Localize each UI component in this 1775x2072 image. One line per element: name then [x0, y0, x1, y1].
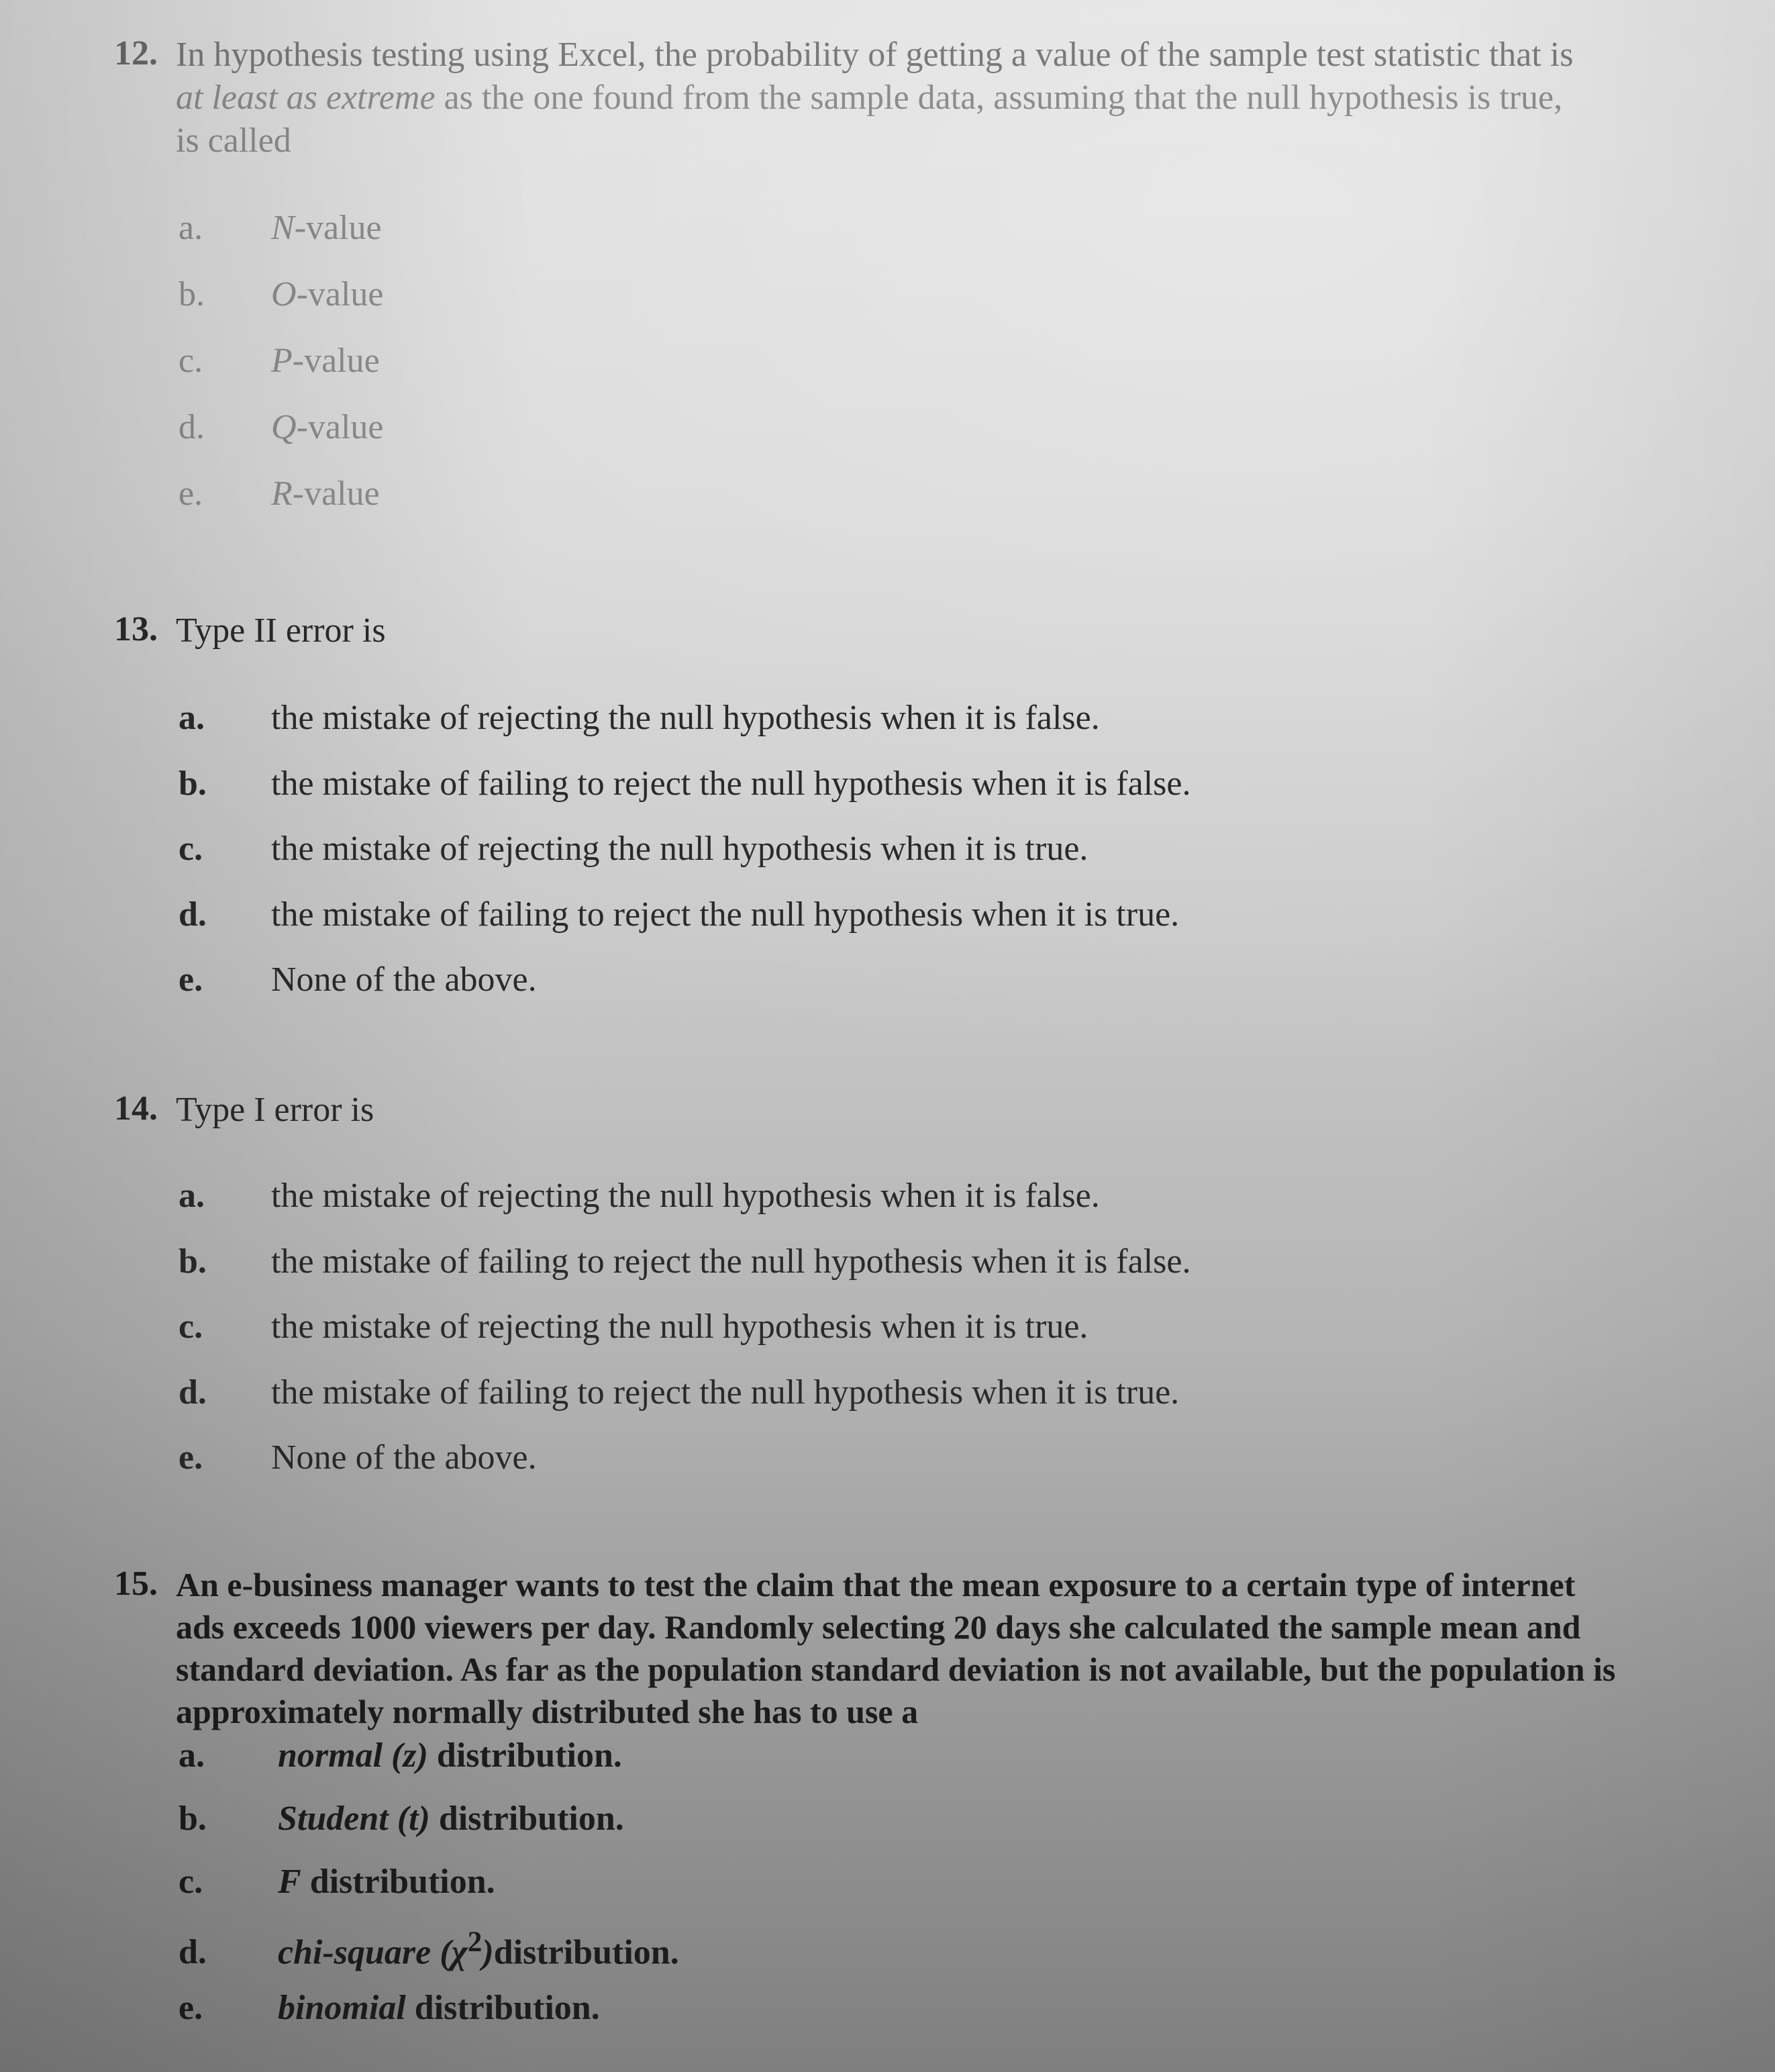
option-letter: c. — [179, 342, 203, 380]
option-letter: e. — [179, 475, 203, 513]
option-letter: b. — [179, 764, 207, 803]
stem-text: at least as extreme — [176, 79, 436, 117]
option-letter: d. — [179, 408, 205, 446]
option-text: distribution. — [427, 1736, 622, 1775]
option-emphasis: P — [271, 342, 293, 380]
option-text: the mistake of rejecting the null hypothesis when it is true. — [271, 830, 1088, 868]
option-emphasis: ) — [482, 1933, 494, 1972]
option-emphasis: R — [271, 475, 293, 513]
option-letter: e. — [179, 960, 203, 999]
answer-option-e[interactable] — [179, 1988, 600, 2028]
option-letter: d. — [179, 1933, 207, 1972]
stem-line — [176, 77, 1574, 119]
answer-option-d[interactable] — [179, 1373, 1179, 1412]
stem-text: An e-business manager wants to test the claim that the mean exposure to a certain type of internet — [176, 1566, 1576, 1604]
answer-option-b[interactable] — [179, 1799, 624, 1838]
option-text: distribution. — [405, 1989, 600, 2027]
option-text: distribution. — [301, 1863, 495, 1901]
answer-option-b[interactable] — [179, 275, 384, 314]
answer-option-e[interactable] — [179, 960, 537, 999]
option-text: -value — [294, 209, 382, 247]
answer-option-b[interactable] — [179, 764, 1190, 803]
option-text: the mistake of rejecting the null hypothesis when it is false. — [271, 1177, 1100, 1215]
stem-line — [176, 34, 1574, 77]
option-text: distribution. — [429, 1799, 624, 1838]
answer-option-d[interactable] — [179, 895, 1179, 934]
option-emphasis: Q — [271, 408, 297, 446]
option-letter: a. — [179, 699, 205, 737]
option-text: the mistake of failing to reject the null hypothesis when it is true. — [271, 895, 1180, 934]
option-superscript: 2 — [467, 1926, 483, 1958]
stem-text: as the one found from the sample data, assuming that the null hypothesis is true, — [435, 79, 1563, 117]
option-letter: e. — [179, 1989, 203, 2027]
option-emphasis: N — [271, 209, 295, 247]
question-number: 15. — [114, 1565, 158, 1603]
option-letter: e. — [179, 1438, 203, 1477]
option-emphasis: normal (z) — [278, 1736, 428, 1775]
question-number: 13. — [114, 610, 158, 648]
option-letter: d. — [179, 1373, 207, 1412]
option-emphasis: F — [278, 1863, 301, 1901]
stem-line — [176, 1606, 1615, 1648]
answer-option-d[interactable] — [179, 1925, 679, 1972]
option-text: the mistake of rejecting the null hypothesis when it is false. — [271, 699, 1100, 737]
option-letter: c. — [179, 1308, 203, 1346]
option-letter: a. — [179, 1177, 205, 1215]
stem-text: approximately normally distributed she has to use a — [176, 1693, 919, 1730]
question-stem — [176, 34, 1574, 162]
option-emphasis: chi-square (χ — [278, 1933, 468, 1972]
answer-option-a[interactable] — [179, 698, 1100, 738]
stem-line — [176, 119, 1574, 162]
option-text: the mistake of failing to reject the null hypothesis when it is true. — [271, 1373, 1180, 1412]
answer-option-c[interactable] — [179, 1862, 495, 1902]
stem-text: is called — [176, 121, 291, 160]
option-text: -value — [296, 408, 384, 446]
answer-option-c[interactable] — [179, 341, 380, 381]
option-text: None of the above. — [271, 1438, 537, 1477]
option-letter: b. — [179, 1799, 207, 1838]
answer-option-a[interactable] — [179, 1736, 622, 1775]
stem-text: ads exceeds 1000 viewers per day. Randomly selecting 20 days she calculated the sample mean and — [176, 1608, 1581, 1646]
option-text: None of the above. — [271, 960, 537, 999]
option-letter: d. — [179, 895, 207, 934]
option-letter: a. — [179, 209, 203, 247]
stem-text: Type II error is — [176, 611, 386, 650]
question-number: 14. — [114, 1089, 158, 1128]
option-letter: a. — [179, 1736, 205, 1775]
option-emphasis: O — [271, 275, 297, 313]
question-stem — [176, 1564, 1615, 1733]
answer-option-a[interactable] — [179, 1176, 1100, 1216]
option-text: distribution. — [493, 1933, 679, 1972]
option-text: the mistake of rejecting the null hypothesis when it is true. — [271, 1308, 1088, 1346]
option-text: -value — [296, 275, 384, 313]
option-letter: b. — [179, 275, 205, 313]
answer-option-e[interactable] — [179, 474, 380, 513]
option-text: -value — [292, 342, 380, 380]
option-text: the mistake of failing to reject the null hypothesis when it is false. — [271, 764, 1191, 803]
option-emphasis: binomial — [278, 1989, 406, 2027]
stem-line — [176, 1564, 1615, 1606]
question-stem — [176, 1089, 374, 1132]
answer-option-c[interactable] — [179, 1307, 1088, 1346]
option-text: the mistake of failing to reject the null hypothesis when it is false. — [271, 1242, 1191, 1281]
answer-option-a[interactable] — [179, 208, 382, 248]
option-emphasis: Student (t) — [278, 1799, 430, 1838]
stem-text: standard deviation. As far as the population standard deviation is not available, but the population is — [176, 1650, 1616, 1688]
stem-line — [176, 1089, 374, 1132]
option-letter: b. — [179, 1242, 207, 1281]
stem-line — [176, 609, 386, 652]
stem-line — [176, 1648, 1615, 1691]
answer-option-e[interactable] — [179, 1438, 537, 1477]
option-letter: c. — [179, 1863, 203, 1901]
answer-option-c[interactable] — [179, 829, 1088, 869]
option-letter: c. — [179, 830, 203, 868]
option-text: -value — [292, 475, 380, 513]
answer-option-b[interactable] — [179, 1242, 1190, 1281]
stem-line — [176, 1691, 1615, 1733]
question-number: 12. — [114, 34, 158, 72]
stem-text: In hypothesis testing using Excel, the probability of getting a value of the sample test statistic that is — [176, 36, 1574, 74]
question-stem — [176, 609, 386, 652]
stem-text: Type I error is — [176, 1091, 374, 1129]
answer-option-d[interactable] — [179, 407, 384, 447]
